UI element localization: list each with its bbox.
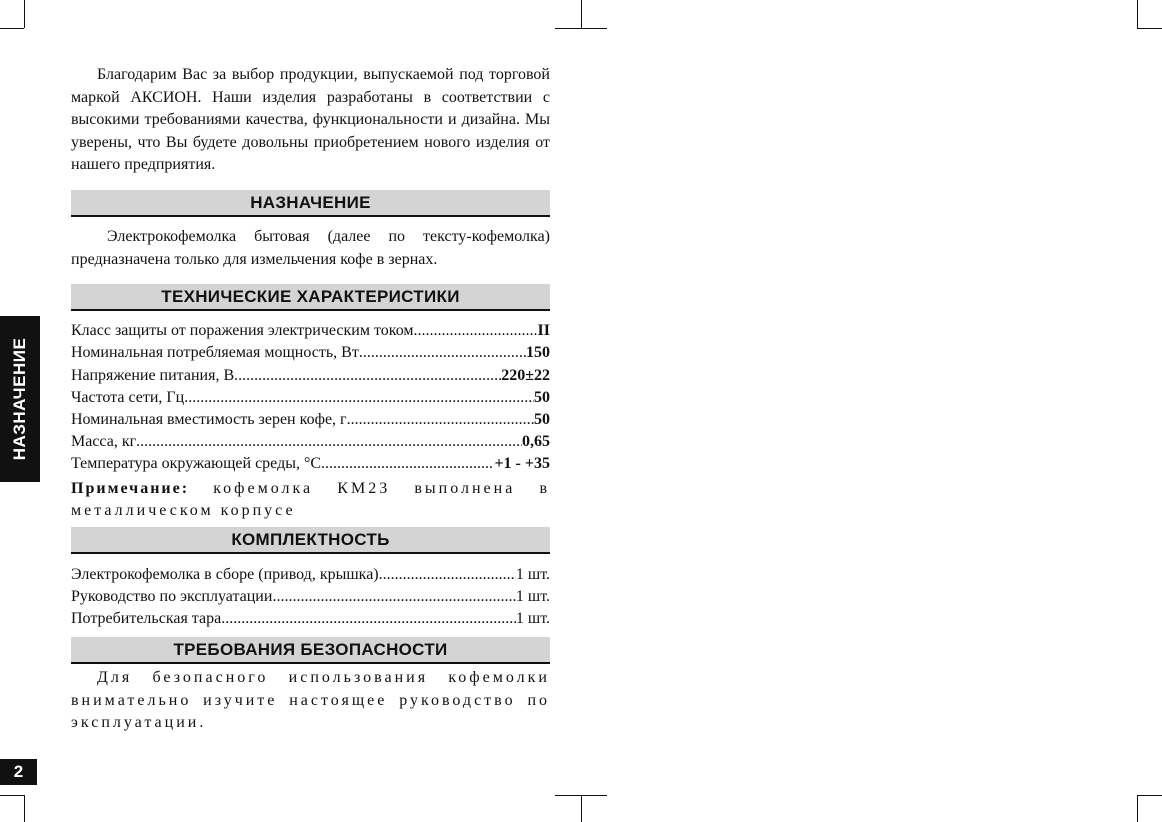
crop-mark <box>24 0 25 28</box>
spec-row <box>71 453 550 475</box>
spec-value: +1 - +35 <box>494 455 550 473</box>
section-heading-safety: ТРЕБОВАНИЯ БЕЗОПАСНОСТИ <box>71 637 550 664</box>
spec-value: 0,65 <box>522 433 550 451</box>
spec-value: 220±22 <box>501 366 550 384</box>
section-heading-specs: ТЕХНИЧЕСКИЕ ХАРАКТЕРИСТИКИ <box>71 284 550 311</box>
specs-note <box>71 478 550 522</box>
spec-value: II <box>537 322 550 340</box>
crop-mark <box>581 0 582 28</box>
page-content <box>71 64 550 735</box>
kit-list <box>71 564 550 631</box>
spec-value: 150 <box>526 344 550 362</box>
spec-label: Номинальная потребляемая мощность, Вт <box>71 344 359 362</box>
spec-row <box>71 431 550 453</box>
note-text: кофемолка КМ23 выполнена в металлическом корпусе <box>71 479 550 519</box>
crop-mark <box>1137 0 1138 28</box>
section-side-tab <box>0 316 40 482</box>
spec-row <box>71 342 550 364</box>
purpose-paragraph: Электрокофемолка бытовая (далее по тексту-кофемолка) предназначена только для измельчения кофе в зернах. <box>71 227 550 268</box>
crop-mark <box>0 795 24 796</box>
kit-label: Потребительская тара <box>71 609 222 627</box>
crop-mark <box>1137 795 1162 796</box>
crop-mark <box>1137 28 1162 29</box>
crop-mark <box>24 795 25 822</box>
intro-paragraph: Благодарим Вас за выбор продукции, выпускаемой под торговой маркой АКСИОН. Наши изделия разработаны в соответствии с высокими требованиями качества, функциональности и дизайна. Мы уверены, что Вы будете довольны приобретением нового изделия от нашего предприятия. <box>71 66 550 174</box>
kit-quantity: 1 шт. <box>515 565 550 583</box>
crop-mark <box>555 28 607 29</box>
page-number: 2 <box>0 759 37 785</box>
section-heading-kit: КОМПЛЕКТНОСТЬ <box>71 527 550 554</box>
spec-label: Частота сети, Гц <box>71 388 185 406</box>
note-label: Примечание: <box>71 479 190 497</box>
kit-row <box>71 608 550 630</box>
kit-row <box>71 564 550 586</box>
kit-quantity: 1 шт. <box>515 609 550 627</box>
spec-row <box>71 387 550 409</box>
kit-row <box>71 586 550 608</box>
crop-mark <box>1137 795 1138 822</box>
spec-value: 50 <box>534 388 550 406</box>
spec-label: Класс защиты от поражения электрическим током <box>71 322 414 340</box>
section-heading-purpose: НАЗНАЧЕНИЕ <box>71 190 550 217</box>
spec-label: Номинальная вместимость зерен кофе, г <box>71 410 347 428</box>
section-side-tab-label: НАЗНАЧЕНИЕ <box>10 337 29 461</box>
kit-label: Руководство по эксплуатации <box>71 587 273 605</box>
specs-list <box>71 320 550 475</box>
spec-row <box>71 409 550 431</box>
spec-value: 50 <box>534 410 550 428</box>
kit-quantity: 1 шт. <box>515 587 550 605</box>
spec-label: Температура окружающей среды, °С <box>71 455 322 473</box>
spec-label: Масса, кг <box>71 433 137 451</box>
spec-row <box>71 365 550 387</box>
crop-mark <box>0 28 24 29</box>
kit-label: Электрокофемолка в сборе (привод, крышка) <box>71 565 379 583</box>
safety-paragraph: Для безопасного использования кофемолки внимательно изучите настоящее руководство по эксплуатации. <box>71 669 550 732</box>
crop-mark <box>581 795 582 822</box>
spec-label: Напряжение питания, В <box>71 366 235 384</box>
spec-row <box>71 320 550 342</box>
